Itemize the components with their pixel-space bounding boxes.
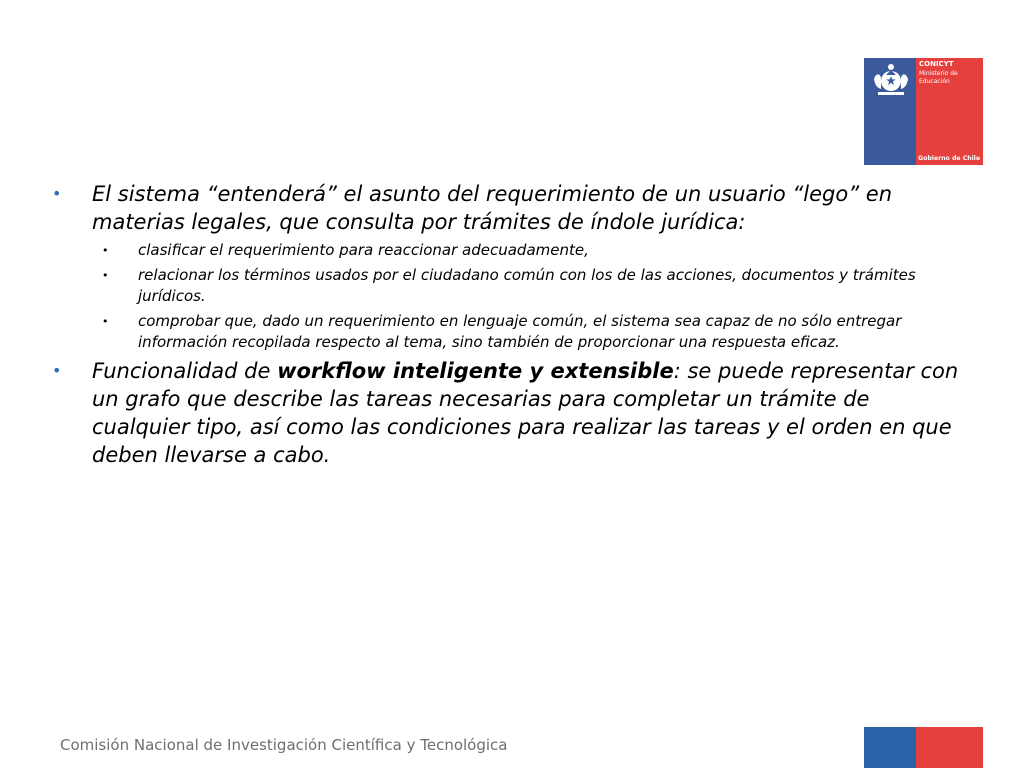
sub-bullet-text: relacionar los términos usados por el ciudadano común con los de las acciones, documentos y trámites jurídicos.: [138, 266, 916, 305]
sub-bullet-item: [102, 240, 972, 261]
sub-bullet-item: [102, 265, 972, 307]
bullet-item: [52, 180, 972, 236]
sub-bullet-marker: •: [102, 315, 109, 328]
slide-content: [52, 180, 972, 469]
sub-bullet-marker: •: [102, 269, 109, 282]
sub-bullet-list: [102, 240, 972, 353]
logo-red-panel: [916, 58, 983, 165]
conicyt-logo: [864, 58, 983, 165]
footer-blue-block: [864, 727, 916, 768]
bullet-text-end: : se puede representar con un grafo que describe las tareas necesarias para completar un trámite de cualquier tipo, así como las condiciones para realizar las tareas y el orden en que deben llevarse a cabo.: [92, 359, 959, 467]
bullet-text-start: Funcionalidad de: [92, 359, 278, 383]
sub-bullet-text: clasificar el requerimiento para reaccionar adecuadamente,: [138, 241, 589, 259]
footer-red-block: [916, 727, 983, 768]
bullet-text: [92, 357, 972, 469]
sub-bullet-marker: •: [102, 244, 109, 257]
coat-of-arms-icon: [868, 61, 914, 99]
footer-text: Comisión Nacional de Investigación Científica y Tecnológica: [60, 736, 508, 754]
logo-blue-panel: [864, 58, 916, 165]
bullet-item: [52, 357, 972, 469]
logo-government: Gobierno de Chile: [918, 155, 981, 162]
footer-color-bar: [864, 727, 983, 768]
sub-bullet-text: comprobar que, dado un requerimiento en lenguaje común, el sistema sea capaz de no sólo entregar información recopilada respecto al tema, sino también de proporcionar una respuesta eficaz.: [138, 312, 902, 351]
bullet-marker: •: [52, 184, 62, 203]
bullet-text: El sistema “entenderá” el asunto del requerimiento de un usuario “lego” en materias legales, que consulta por trámites de índole jurídica:: [92, 182, 892, 234]
logo-subtitle: Ministerio de Educación: [919, 70, 958, 85]
bullet-marker: •: [52, 361, 62, 380]
logo-title: CONICYT: [919, 60, 954, 68]
bullet-text-bold: workflow inteligente y extensible: [277, 359, 674, 383]
sub-bullet-item: [102, 311, 972, 353]
